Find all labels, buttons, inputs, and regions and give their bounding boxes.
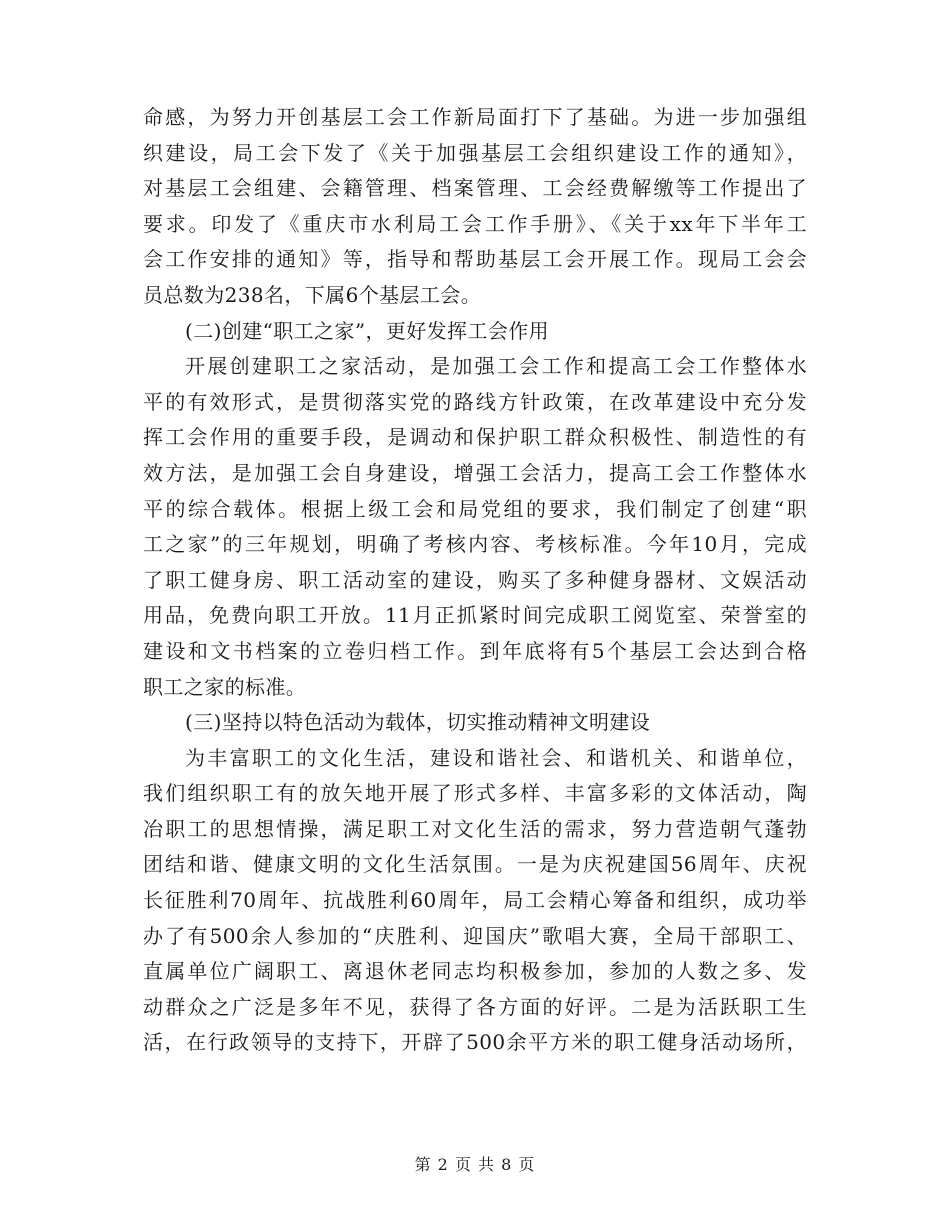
document-body <box>143 100 807 1061</box>
text-line: 织建设，局工会下发了《关于加强基层工会组织建设工作的通知》， <box>143 140 807 165</box>
text-line: 职工之家的标准。 <box>143 674 307 699</box>
section-heading <box>143 705 807 741</box>
text-line: 我们组织职工有的放矢地开展了形式多样、丰富多彩的文体活动，陶 <box>143 781 807 806</box>
paragraph <box>143 100 807 314</box>
page-number: 第 2 页 共 8 页 <box>414 1155 536 1174</box>
text-line: 直属单位广阔职工、离退休老同志均积极参加，参加的人数之多、发 <box>143 959 807 984</box>
text-line: 对基层工会组建、会籍管理、档案管理、工会经费解缴等工作提出了 <box>143 176 807 201</box>
text-line: 团结和谐、健康文明的文化生活氛围。一是为庆祝建国56周年、庆祝 <box>143 852 807 877</box>
text-line: 平的有效形式，是贯彻落实党的路线方针政策，在改革建设中充分发 <box>143 389 807 414</box>
text-line: 活，在行政领导的支持下，开辟了500余平方米的职工健身活动场所， <box>143 1030 807 1055</box>
paragraph <box>143 741 807 1061</box>
text-line: 员总数为238名，下属6个基层工会。 <box>143 282 482 307</box>
text-line: 要求。印发了《重庆市水利局工会工作手册》、《关于xx年下半年工 <box>143 211 807 236</box>
text-line: (三)坚持以特色活动为载体，切实推动精神文明建设 <box>185 710 651 735</box>
text-line: 动群众之广泛是多年不见，获得了各方面的好评。二是为活跃职工生 <box>143 994 807 1019</box>
text-line: 为丰富职工的文化生活，建设和谐社会、和谐机关、和谐单位， <box>185 745 807 770</box>
text-line: 了职工健身房、职工活动室的建设，购买了多种健身器材、文娱活动 <box>143 567 807 592</box>
text-line: 会工作安排的通知》等，指导和帮助基层工会开展工作。现局工会会 <box>143 247 807 272</box>
text-line: 挥工会作用的重要手段，是调动和保护职工群众积极性、制造性的有 <box>143 425 807 450</box>
text-line: 工之家”的三年规划，明确了考核内容、考核标准。今年10月，完成 <box>143 532 807 557</box>
text-line: 平的综合载体。根据上级工会和局党组的要求，我们制定了创建“职 <box>143 496 807 521</box>
text-line: 效方法，是加强工会自身建设，增强工会活力，提高工会工作整体水 <box>143 460 807 485</box>
text-line: 用品，免费向职工开放。11月正抓紧时间完成职工阅览室、荣誉室的 <box>143 603 807 628</box>
text-line: (二)创建“职工之家”，更好发挥工会作用 <box>185 318 550 343</box>
text-line: 开展创建职工之家活动，是加强工会工作和提高工会工作整体水 <box>185 354 807 379</box>
text-line: 建设和文书档案的立卷归档工作。到年底将有5个基层工会达到合格 <box>143 638 807 663</box>
text-line: 长征胜利70周年、抗战胜利60周年，局工会精心筹备和组织，成功举 <box>143 888 807 913</box>
text-line: 冶职工的思想情操，满足职工对文化生活的需求，努力营造朝气蓬勃 <box>143 816 807 841</box>
section-heading <box>143 314 807 350</box>
text-line: 办了有500余人参加的“庆胜利、迎国庆”歌唱大赛，全局干部职工、 <box>143 923 807 948</box>
paragraph <box>143 349 807 705</box>
text-line: 命感，为努力开创基层工会工作新局面打下了基础。为进一步加强组 <box>143 105 807 129</box>
